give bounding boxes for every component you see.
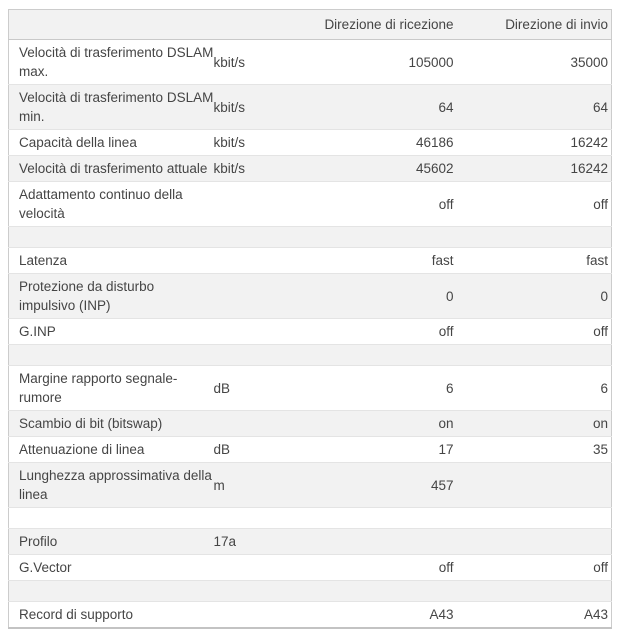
unit-label bbox=[214, 602, 309, 629]
tx-value: off bbox=[461, 182, 612, 227]
param-label: Velocità di trasferimento DSLAM min. bbox=[9, 85, 214, 130]
rx-value: 46186 bbox=[309, 130, 461, 156]
spacer-cell bbox=[9, 227, 612, 248]
unit-label bbox=[214, 248, 309, 274]
unit-label bbox=[214, 555, 309, 581]
param-label: Record di supporto bbox=[9, 602, 214, 629]
tx-value: 35 bbox=[461, 437, 612, 463]
col-header-ricezione: Direzione di ricezione bbox=[309, 10, 461, 40]
table-row bbox=[9, 366, 612, 411]
param-label: G.Vector bbox=[9, 555, 214, 581]
param-label: Scambio di bit (bitswap) bbox=[9, 411, 214, 437]
spacer-row bbox=[9, 227, 612, 248]
spacer-cell bbox=[9, 581, 612, 602]
header-row bbox=[9, 10, 612, 40]
tx-value: fast bbox=[461, 248, 612, 274]
table-header bbox=[9, 10, 612, 40]
table-row bbox=[9, 437, 612, 463]
rx-value: 45602 bbox=[309, 156, 461, 182]
param-label: Profilo bbox=[9, 529, 214, 555]
unit-label: kbit/s bbox=[214, 130, 309, 156]
unit-label bbox=[214, 182, 309, 227]
table-row bbox=[9, 319, 612, 345]
tx-value: off bbox=[461, 555, 612, 581]
unit-label: dB bbox=[214, 437, 309, 463]
param-label: Protezione da disturbo impulsivo (INP) bbox=[9, 274, 214, 319]
param-label: Adattamento continuo della velocità bbox=[9, 182, 214, 227]
table-row bbox=[9, 602, 612, 629]
col-header-unit bbox=[214, 10, 309, 40]
param-label: Capacità della linea bbox=[9, 130, 214, 156]
tx-value: 6 bbox=[461, 366, 612, 411]
table-row bbox=[9, 182, 612, 227]
rx-value: 105000 bbox=[309, 40, 461, 85]
rx-value: fast bbox=[309, 248, 461, 274]
tx-value: A43 bbox=[461, 602, 612, 629]
table-row bbox=[9, 130, 612, 156]
tx-value: on bbox=[461, 411, 612, 437]
spacer-row bbox=[9, 345, 612, 366]
table-row bbox=[9, 529, 612, 555]
unit-label: dB bbox=[214, 366, 309, 411]
rx-value: on bbox=[309, 411, 461, 437]
table-row bbox=[9, 555, 612, 581]
tx-value: 16242 bbox=[461, 156, 612, 182]
table-row bbox=[9, 463, 612, 508]
table-body bbox=[9, 40, 612, 629]
table-row bbox=[9, 248, 612, 274]
param-label: Velocità di trasferimento attuale bbox=[9, 156, 214, 182]
unit-label bbox=[214, 411, 309, 437]
dsl-info-table bbox=[8, 9, 612, 629]
rx-value: 457 bbox=[309, 463, 461, 508]
table-row bbox=[9, 274, 612, 319]
col-header-invio: Direzione di invio bbox=[461, 10, 612, 40]
param-label: Margine rapporto segnale-rumore bbox=[9, 366, 214, 411]
tx-value: off bbox=[461, 319, 612, 345]
col-header-param bbox=[9, 10, 214, 40]
tx-value: 35000 bbox=[461, 40, 612, 85]
param-label: Attenuazione di linea bbox=[9, 437, 214, 463]
unit-label: m bbox=[214, 463, 309, 508]
unit-label bbox=[214, 274, 309, 319]
rx-value: 64 bbox=[309, 85, 461, 130]
unit-label: kbit/s bbox=[214, 156, 309, 182]
rx-value bbox=[309, 529, 461, 555]
rx-value: 6 bbox=[309, 366, 461, 411]
rx-value: 0 bbox=[309, 274, 461, 319]
table-row bbox=[9, 85, 612, 130]
spacer-row bbox=[9, 581, 612, 602]
rx-value: off bbox=[309, 182, 461, 227]
tx-value: 16242 bbox=[461, 130, 612, 156]
tx-value: 0 bbox=[461, 274, 612, 319]
tx-value bbox=[461, 529, 612, 555]
rx-value: off bbox=[309, 319, 461, 345]
table-row bbox=[9, 40, 612, 85]
unit-label bbox=[214, 319, 309, 345]
rx-value: 17 bbox=[309, 437, 461, 463]
rx-value: A43 bbox=[309, 602, 461, 629]
spacer-cell bbox=[9, 345, 612, 366]
rx-value: off bbox=[309, 555, 461, 581]
unit-label: 17a bbox=[214, 529, 309, 555]
unit-label: kbit/s bbox=[214, 40, 309, 85]
spacer-cell bbox=[9, 508, 612, 529]
table-row bbox=[9, 411, 612, 437]
unit-label: kbit/s bbox=[214, 85, 309, 130]
spacer-row bbox=[9, 508, 612, 529]
param-label: Lunghezza approssimativa della linea bbox=[9, 463, 214, 508]
tx-value bbox=[461, 463, 612, 508]
param-label: G.INP bbox=[9, 319, 214, 345]
param-label: Latenza bbox=[9, 248, 214, 274]
param-label: Velocità di trasferimento DSLAM max. bbox=[9, 40, 214, 85]
table-row bbox=[9, 156, 612, 182]
tx-value: 64 bbox=[461, 85, 612, 130]
